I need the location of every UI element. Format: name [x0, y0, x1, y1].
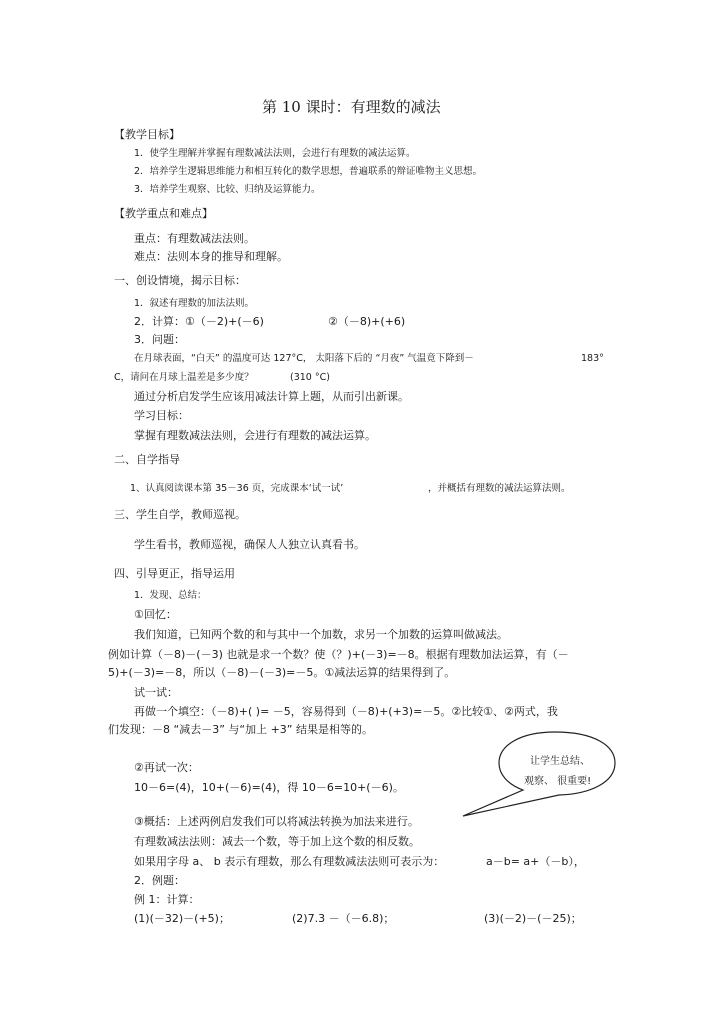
- s2-line1a: 1、认真阅读课本第 35－36 页，完成课本‘试一试’: [130, 483, 344, 494]
- goal-item-1: 1．使学生理解并掌握有理数减法法则，会进行有理数的减法运算。: [134, 148, 416, 159]
- section3-heading: 三、学生自学，教师巡视。: [114, 508, 246, 521]
- s4-line8: 们发现：－8 “减去－3” 与“加上 +3” 结果是相等的。: [108, 723, 373, 736]
- s4-line3: 我们知道，已知两个数的和与其中一个加数，求另一个加数的运算叫做减法。: [134, 628, 508, 641]
- s4-line6: 试一试：: [134, 686, 178, 699]
- example-2: (2)7.3 －（－6.8)；: [292, 912, 395, 925]
- s1-line2a: 2．计算：①（－2)+(－6): [134, 315, 264, 328]
- s4-line10: 10－6=(4)，10+(－6)=(4)，得 10－6=10+(－6)。: [134, 781, 404, 794]
- s1-line1: 1．叙述有理数的加法法则。: [134, 298, 255, 309]
- s1-para-1: 通过分析启发学生应该用减法计算上题，从而引出新课。: [134, 390, 409, 403]
- s4-line11: ③概括：上述两例启发我们可以将减法转换为加法来进行。: [134, 815, 419, 828]
- s2-line1b: ，并概括有理数的减法运算法则。: [428, 483, 571, 494]
- section2-heading: 二、自学指导: [114, 453, 180, 466]
- key-heading: 【教学重点和难点】: [114, 207, 213, 220]
- page-title: 第 10 课时：有理数的减法: [262, 98, 441, 116]
- s1-question-1b: 183°: [581, 353, 604, 364]
- section4-heading: 四、引导更正，指导运用: [114, 567, 235, 580]
- s4-line2: ①回忆：: [134, 608, 177, 621]
- section1-heading: 一、创设情境，揭示目标：: [114, 274, 246, 287]
- s4-line12: 有理数减法法则：减去一个数，等于加上这个数的相反数。: [134, 835, 420, 848]
- key-difficulty: 难点：法则本身的推导和理解。: [134, 250, 288, 263]
- s1-line2b: ②（－8)+(+6): [328, 315, 406, 328]
- key-focus: 重点：有理数减法法则。: [134, 232, 255, 245]
- s1-para-3: 掌握有理数减法法则，会进行有理数的减法运算。: [134, 429, 376, 442]
- s4-line13a: 如果用字母 a、 b 表示有理数，那么有理数减法法则可表示为：: [134, 855, 445, 868]
- s4-line4: 例如计算（－8)－(－3) 也就是求一个数？使（？)+(－3)=－8。根据有理数加法运算，有（－: [108, 648, 569, 661]
- s1-question-1a: 在月球表面，“白天” 的温度可达 127°C， 太阳落下后的 “月夜” 气温竟下降到－: [134, 353, 474, 364]
- s4-line14: 2．例题：: [134, 874, 185, 887]
- goals-heading: 【教学目标】: [114, 128, 180, 141]
- s3-line1: 学生看书，教师巡视，确保人人独立认真看书。: [134, 538, 365, 551]
- s4-line15: 例 1：计算：: [134, 893, 200, 906]
- s1-question-2a: C，请问在月球上温差是多少度？: [114, 372, 254, 383]
- bubble-line-1: 让学生总结、: [530, 756, 590, 767]
- goal-item-3: 3．培养学生观察、比较、归纳及运算能力。: [134, 184, 321, 195]
- s1-question-2b: (310 °C): [290, 372, 330, 383]
- example-3: (3)(－2)－(－25)；: [484, 912, 582, 925]
- s4-line5: 5)+(－3)=－8，所以（－8)－(－3)=－5。①减法运算的结果得到了。: [108, 666, 456, 679]
- s4-line9: ②再试一次：: [134, 761, 199, 774]
- goal-item-2: 2．培养学生逻辑思维能力和相互转化的数学思想，普遍联系的辩证唯物主义思想。: [134, 166, 483, 177]
- s4-line7: 再做一个填空：（－8)+( )= －5，容易得到（－8)+(+3)=－5。②比较①、②两式，我: [134, 705, 558, 718]
- s1-line3: 3．问题：: [134, 333, 185, 346]
- s4-line13b: a－b= a+（－b），: [486, 855, 585, 868]
- bubble-line-2: 观察、 很重要!: [524, 776, 592, 787]
- example-1: (1)(－32)－(+5)；: [134, 912, 230, 925]
- s1-para-2: 学习目标：: [134, 409, 189, 422]
- s4-line1: 1．发现、总结：: [134, 590, 207, 601]
